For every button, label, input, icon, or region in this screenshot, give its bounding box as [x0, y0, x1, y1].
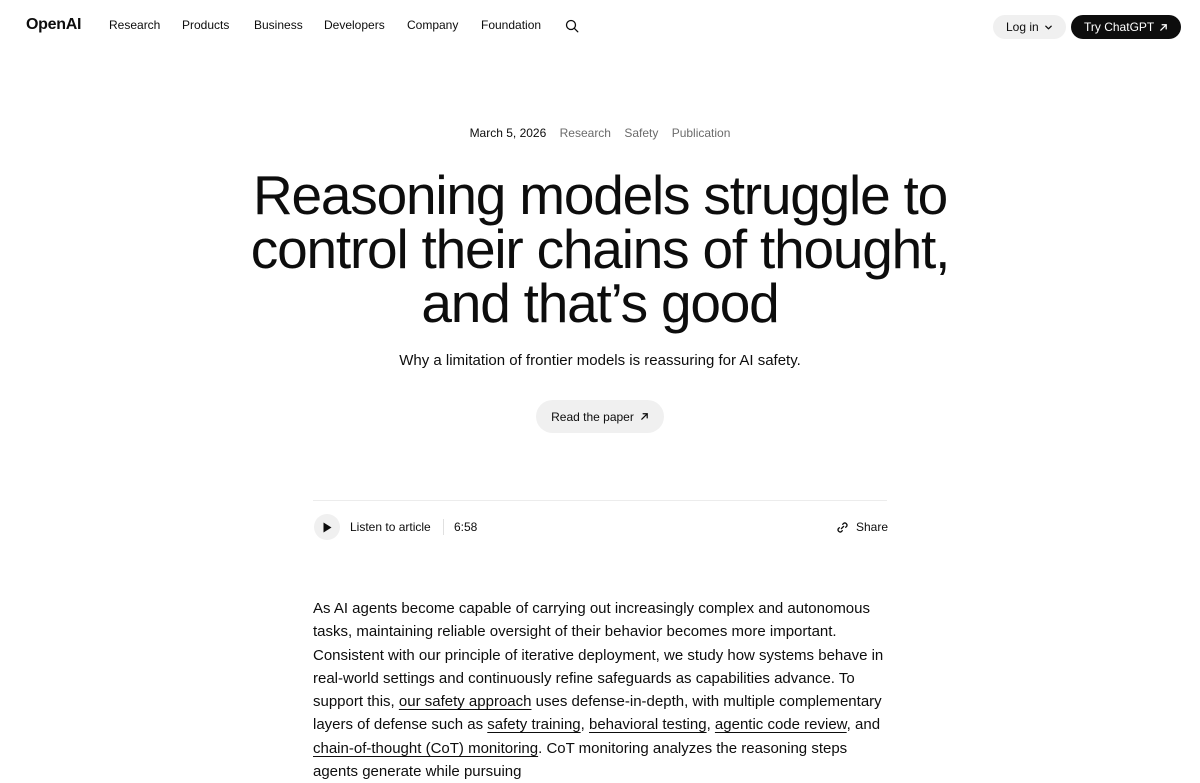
audio-duration: 6:58: [454, 520, 478, 534]
read-paper-button[interactable]: [536, 400, 664, 433]
article-body: [313, 597, 893, 783]
page-title: Reasoning models struggle to control their chains of thought, and that’s good: [250, 164, 950, 334]
try-chatgpt-label: Try ChatGPT: [1084, 20, 1155, 34]
link-safety-approach[interactable]: our safety approach: [398, 693, 532, 711]
audio-separator: [443, 519, 444, 535]
publish-date: March 5, 2026: [469, 126, 547, 140]
link-behavioral-testing[interactable]: behavioral testing: [589, 716, 707, 734]
article-paragraph: [313, 597, 893, 783]
nav-company[interactable]: Company: [407, 18, 459, 32]
body-separator: ,: [580, 716, 589, 734]
search-icon: [565, 19, 579, 33]
body-text: As AI agents become capable of carrying out increasingly complex and autonomous tasks, maintaining reliable oversight of their behavior becomes more important. Consistent with our principle of iterative deployment, we study how systems behave in real-world settings and continuously refine safeguards as capabilities advance. To support this,: [313, 600, 884, 711]
body-separator: ,: [706, 716, 715, 734]
openai-logo[interactable]: OpenAI: [26, 16, 82, 33]
article-meta: [0, 126, 1200, 140]
site-header: [0, 0, 1200, 52]
share-button[interactable]: [836, 520, 888, 534]
link-safety-training[interactable]: safety training: [487, 716, 581, 734]
nav-developers[interactable]: Developers: [324, 18, 385, 32]
tag-safety[interactable]: Safety: [624, 126, 659, 140]
arrow-up-right-icon: [1159, 23, 1168, 32]
play-button[interactable]: [314, 514, 340, 540]
nav-business[interactable]: Business: [254, 18, 303, 32]
read-paper-label: Read the paper: [551, 409, 634, 424]
login-button[interactable]: [993, 15, 1066, 39]
listen-to-article[interactable]: Listen to article: [350, 520, 431, 534]
body-text: . CoT monitoring analyzes the reasoning steps agents generate while pursuing: [313, 739, 848, 781]
nav-research[interactable]: Research: [109, 18, 161, 32]
article-subtitle: Why a limitation of frontier models is reassuring for AI safety.: [399, 352, 801, 369]
body-text: uses defense-in-depth, with multiple complementary layers of defense such as: [313, 693, 882, 734]
play-icon: [322, 522, 332, 533]
divider: [313, 500, 887, 501]
login-label: Log in: [1006, 20, 1039, 34]
link-agentic-code-review[interactable]: agentic code review: [714, 716, 847, 734]
arrow-up-right-icon: [640, 412, 649, 421]
nav-foundation[interactable]: Foundation: [481, 18, 542, 32]
nav-products[interactable]: Products: [182, 18, 230, 32]
chevron-down-icon: [1044, 23, 1053, 32]
share-label: Share: [856, 520, 889, 534]
tag-publication[interactable]: Publication: [671, 126, 731, 140]
link-icon: [836, 521, 849, 534]
try-chatgpt-button[interactable]: [1071, 15, 1181, 39]
search-button[interactable]: [565, 19, 579, 33]
body-separator: , and: [846, 716, 881, 734]
link-cot-monitoring[interactable]: chain-of-thought (CoT) monitoring: [313, 739, 539, 757]
tag-research[interactable]: Research: [559, 126, 611, 140]
